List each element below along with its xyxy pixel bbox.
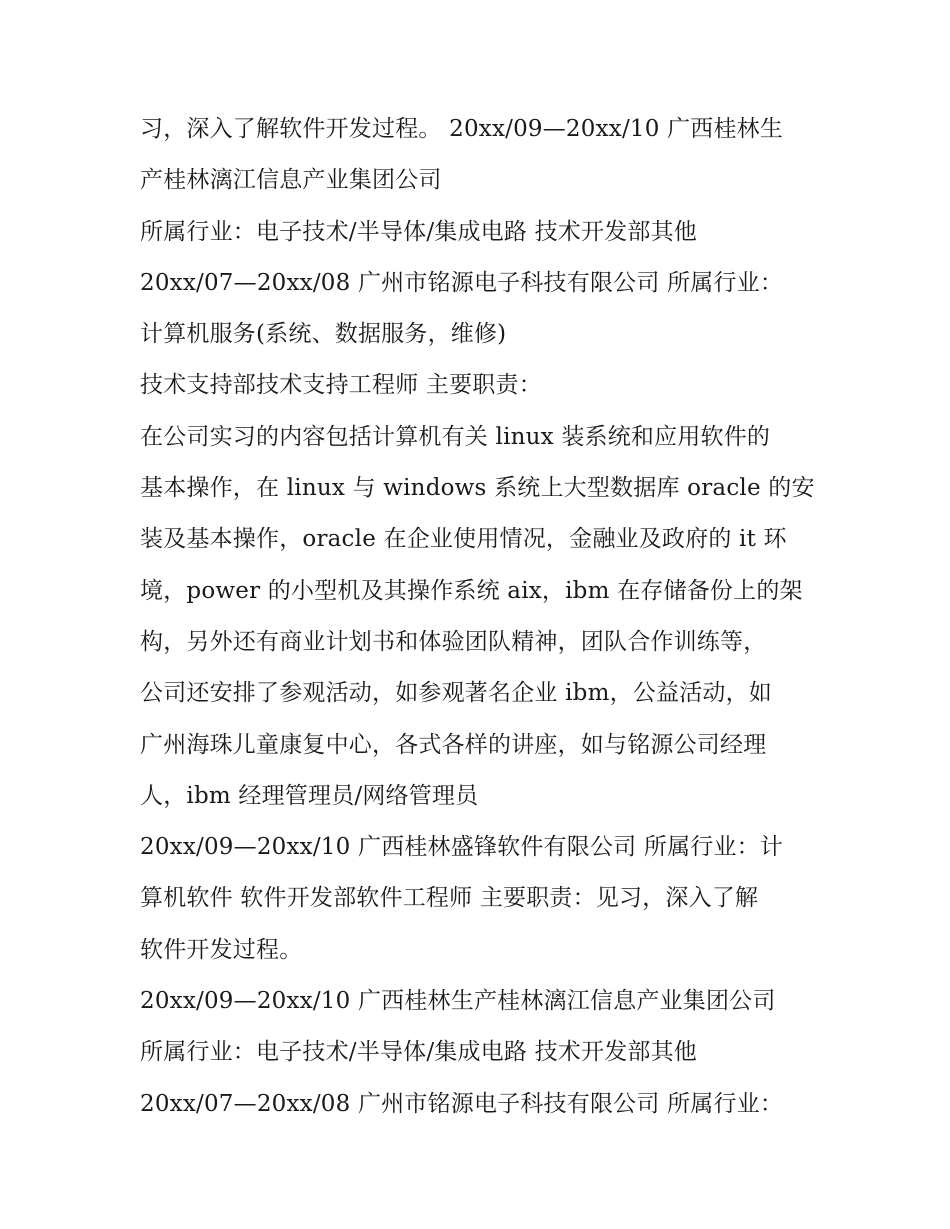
text-line: 构，另外还有商业计划书和体验团队精神，团队合作训练等，	[140, 628, 767, 655]
text-line: 装及基本操作，oracle 在企业使用情况，金融业及政府的 it 环	[140, 526, 787, 553]
text-line: 在公司实习的内容包括计算机有关 linux 装系统和应用软件的	[140, 423, 771, 450]
text-line: 境，power 的小型机及其操作系统 aix，ibm 在存储备份上的架	[140, 577, 803, 604]
text-line: 习，深入了解软件开发过程。 20xx/09—20xx/10 广西桂林生	[140, 116, 784, 142]
text-line: 20xx/09—20xx/10 广西桂林盛锋软件有限公司 所属行业：计	[140, 834, 784, 861]
text-line: 20xx/07—20xx/08 广州市铭源电子科技有限公司 所属行业：	[140, 1090, 784, 1117]
text-line: 软件开发过程。	[140, 936, 303, 963]
text-line: 计算机服务(系统、数据服务，维修)	[140, 321, 507, 348]
text-line: 20xx/07—20xx/08 广州市铭源电子科技有限公司 所属行业：	[140, 269, 784, 296]
text-line: 广州海珠儿童康复中心，各式各样的讲座，如与铭源公司经理	[140, 731, 767, 758]
text-line: 人，ibm 经理管理员/网络管理员	[140, 782, 479, 809]
text-line: 产桂林漓江信息产业集团公司	[140, 167, 442, 194]
text-line: 算机软件 软件开发部软件工程师 主要职责：见习，深入了解	[140, 885, 759, 912]
text-line: 所属行业：电子技术/半导体/集成电路 技术开发部其他	[140, 1039, 698, 1066]
text-line: 公司还安排了参观活动，如参观著名企业 ibm，公益活动，如	[140, 680, 772, 707]
text-line: 技术支持部技术支持工程师 主要职责：	[140, 372, 542, 399]
text-line: 基本操作，在 linux 与 windows 系统上大型数据库 oracle 的安	[140, 475, 815, 502]
text-line: 所属行业：电子技术/半导体/集成电路 技术开发部其他	[140, 218, 698, 245]
document-body	[140, 104, 830, 1130]
text-line: 20xx/09—20xx/10 广西桂林生产桂林漓江信息产业集团公司	[140, 988, 776, 1015]
